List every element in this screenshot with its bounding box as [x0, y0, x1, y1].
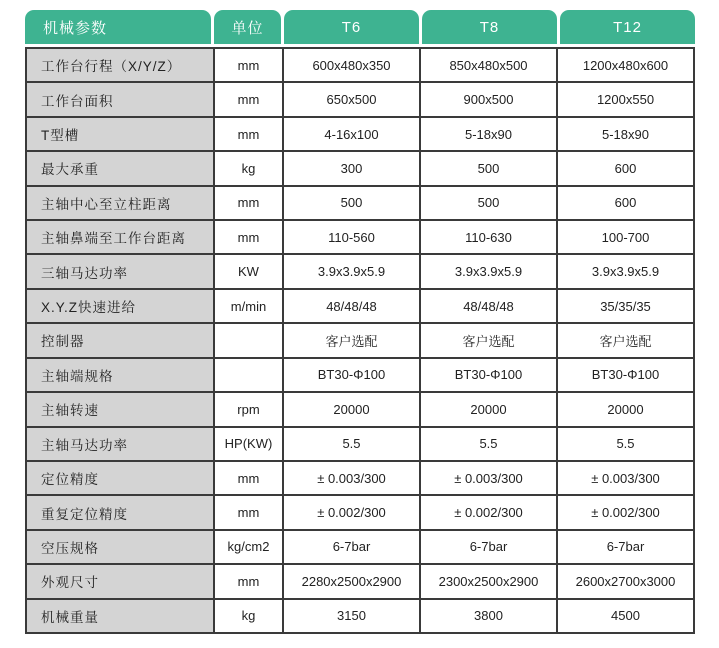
param-name-cell: 机械重量	[27, 600, 213, 632]
unit-cell: kg/cm2	[215, 531, 282, 563]
unit-cell: kg	[215, 600, 282, 632]
value-cell-t8: 48/48/48	[421, 290, 556, 322]
param-name-cell: 工作台行程（X/Y/Z）	[27, 49, 213, 81]
value-cell-t12: 20000	[558, 393, 693, 425]
value-cell-t6: 客户选配	[284, 324, 419, 356]
spec-table-body	[25, 47, 695, 634]
param-name-cell: 主轴鼻端至工作台距离	[27, 221, 213, 253]
value-cell-t12: 3.9x3.9x5.9	[558, 255, 693, 287]
value-cell-t12: 6-7bar	[558, 531, 693, 563]
value-cell-t6: 650x500	[284, 83, 419, 115]
unit-cell: HP(KW)	[215, 428, 282, 460]
unit-cell: m/min	[215, 290, 282, 322]
param-name-cell: 主轴转速	[27, 393, 213, 425]
value-cell-t12: ± 0.003/300	[558, 462, 693, 494]
param-name-cell: 空压规格	[27, 531, 213, 563]
value-cell-t8: 3800	[421, 600, 556, 632]
param-name-cell: 重复定位精度	[27, 496, 213, 528]
value-cell-t12: 100-700	[558, 221, 693, 253]
value-cell-t8: 20000	[421, 393, 556, 425]
value-cell-t8: 5.5	[421, 428, 556, 460]
unit-cell	[215, 359, 282, 391]
value-cell-t6: 300	[284, 152, 419, 184]
value-cell-t12: 600	[558, 152, 693, 184]
model-column-header-t12: T12	[560, 10, 695, 44]
value-cell-t6: 3.9x3.9x5.9	[284, 255, 419, 287]
value-cell-t8: 900x500	[421, 83, 556, 115]
value-cell-t12: ± 0.002/300	[558, 496, 693, 528]
value-cell-t6: 20000	[284, 393, 419, 425]
value-cell-t6: 48/48/48	[284, 290, 419, 322]
value-cell-t12: 5-18x90	[558, 118, 693, 150]
param-name-cell: 外观尺寸	[27, 565, 213, 597]
param-name-cell: X.Y.Z快速进给	[27, 290, 213, 322]
param-name-cell: 主轴马达功率	[27, 428, 213, 460]
value-cell-t12: 2600x2700x3000	[558, 565, 693, 597]
model-column-header-t6: T6	[284, 10, 419, 44]
value-cell-t8: 3.9x3.9x5.9	[421, 255, 556, 287]
value-cell-t6: 600x480x350	[284, 49, 419, 81]
table-header-row	[25, 10, 695, 44]
machine-spec-table	[25, 10, 695, 634]
value-cell-t6: BT30-Φ100	[284, 359, 419, 391]
value-cell-t8: 850x480x500	[421, 49, 556, 81]
value-cell-t6: 5.5	[284, 428, 419, 460]
unit-cell: rpm	[215, 393, 282, 425]
value-cell-t8: BT30-Φ100	[421, 359, 556, 391]
value-cell-t6: 500	[284, 187, 419, 219]
value-cell-t12: 4500	[558, 600, 693, 632]
value-cell-t12: 1200x480x600	[558, 49, 693, 81]
value-cell-t6: 110-560	[284, 221, 419, 253]
param-name-cell: 主轴中心至立柱距离	[27, 187, 213, 219]
value-cell-t6: 3150	[284, 600, 419, 632]
unit-cell: mm	[215, 187, 282, 219]
value-cell-t6: 6-7bar	[284, 531, 419, 563]
value-cell-t6: ± 0.003/300	[284, 462, 419, 494]
value-cell-t12: 客户选配	[558, 324, 693, 356]
param-name-cell: 最大承重	[27, 152, 213, 184]
value-cell-t8: ± 0.003/300	[421, 462, 556, 494]
value-cell-t6: 4-16x100	[284, 118, 419, 150]
unit-cell: mm	[215, 83, 282, 115]
value-cell-t6: 2280x2500x2900	[284, 565, 419, 597]
param-name-cell: 主轴端规格	[27, 359, 213, 391]
value-cell-t8: 6-7bar	[421, 531, 556, 563]
param-name-cell: 三轴马达功率	[27, 255, 213, 287]
value-cell-t6: ± 0.002/300	[284, 496, 419, 528]
value-cell-t12: 35/35/35	[558, 290, 693, 322]
unit-cell	[215, 324, 282, 356]
param-name-cell: T型槽	[27, 118, 213, 150]
unit-cell: kg	[215, 152, 282, 184]
value-cell-t8: 500	[421, 187, 556, 219]
unit-cell: mm	[215, 496, 282, 528]
param-name-cell: 定位精度	[27, 462, 213, 494]
unit-cell: mm	[215, 565, 282, 597]
value-cell-t8: 500	[421, 152, 556, 184]
value-cell-t8: 110-630	[421, 221, 556, 253]
unit-cell: mm	[215, 221, 282, 253]
unit-column-header: 单位	[214, 10, 281, 44]
param-name-cell: 控制器	[27, 324, 213, 356]
value-cell-t12: 5.5	[558, 428, 693, 460]
value-cell-t8: ± 0.002/300	[421, 496, 556, 528]
model-column-header-t8: T8	[422, 10, 557, 44]
unit-cell: KW	[215, 255, 282, 287]
value-cell-t12: BT30-Φ100	[558, 359, 693, 391]
value-cell-t8: 2300x2500x2900	[421, 565, 556, 597]
unit-cell: mm	[215, 462, 282, 494]
unit-cell: mm	[215, 49, 282, 81]
param-column-header: 机械参数	[25, 10, 211, 44]
param-name-cell: 工作台面积	[27, 83, 213, 115]
unit-cell: mm	[215, 118, 282, 150]
value-cell-t12: 600	[558, 187, 693, 219]
value-cell-t8: 5-18x90	[421, 118, 556, 150]
value-cell-t8: 客户选配	[421, 324, 556, 356]
value-cell-t12: 1200x550	[558, 83, 693, 115]
